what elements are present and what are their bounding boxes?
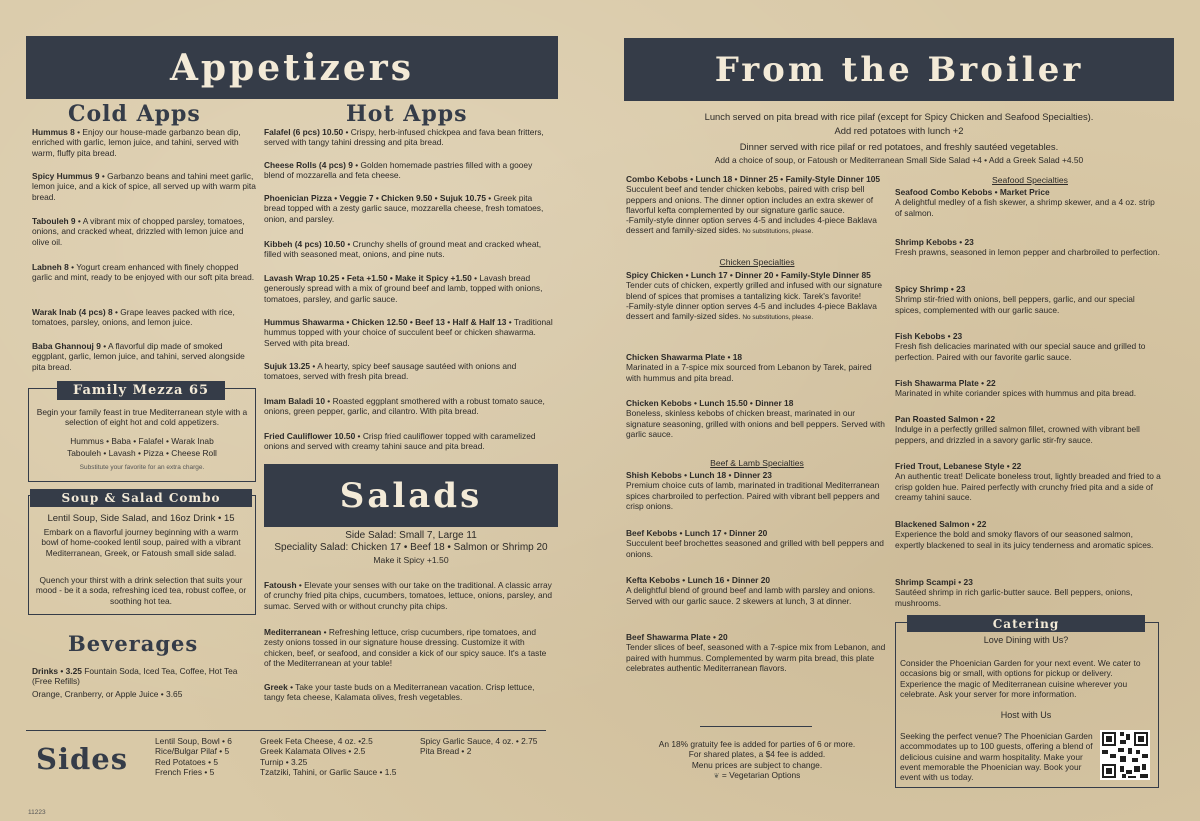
item-desc: Boneless, skinless kebobs of chicken breast, marinated in our signature seasoning, grilled with onions and bell peppers. Served with garlic sauce. [626,408,885,439]
side-item: Red Potatoes • 5 [155,756,218,767]
item-desc: • Grape leaves packed with rice, tomatoes, parsley, onions, and lemon juice. [32,307,235,328]
footer-line: An 18% gratuity fee is added for parties of 6 or more. [658,739,856,749]
beef-lamb-specialties-title: Beef & Lamb Specialties [710,458,804,468]
beef-kebobs [626,528,888,559]
item-name: Greek [264,682,288,692]
catering-title: Catering [992,616,1060,631]
hot-item-lavash-wrap [264,273,554,304]
hot-item-fried-cauliflower [264,431,554,452]
item-desc: Marinated in a 7-spice mix sourced from Lebanon by Tarek, paired with hummus and pita bread. [626,362,872,383]
item-desc: Indulge in a perfectly grilled salmon fillet, crowned with vibrant bell peppers, and drizzled in a savory garlic stir-fry sauce. [895,424,1140,445]
item-name: Baba Ghannouj 9 [32,341,101,351]
sides-col-1 [155,736,265,777]
salads-line-2: Speciality Salad: Chicken 17 • Beef 18 • Salmon or Shrimp 20 [274,542,548,553]
shrimp-kebobs [895,237,1163,258]
combo-headline: Lentil Soup, Side Salad, and 16oz Drink • 15 [47,513,235,524]
side-item: Greek Kalamata Olives • 2.5 [260,746,366,757]
item-desc: • Lavash bread generously spread with a mix of ground beef and lamb, topped with onions, tomatoes, parsley, and garlic sauce. [264,273,543,304]
seafood-combo-kebobs [895,187,1163,218]
item-desc: • Refreshing lettuce, crisp cucumbers, ripe tomatoes, and zesty onions tossed in our signature house dressing. Customize it with chicken, beef, or seafood, and consider a kick of our spicy sauce. It's a taste of the Mediterranean at your table! [264,627,547,668]
side-item: Tzatziki, Tahini, or Garlic Sauce • 1.5 [260,766,397,777]
chicken-specialties-title: Chicken Specialties [719,257,795,267]
salad-mediterranean [264,627,554,668]
item-desc: Shrimp stir-fried with onions, bell peppers, garlic, and our special spices, complemented with our garlic sauce. [895,294,1135,315]
menu-code: 11223 [28,809,46,816]
side-item: Turnip • 3.25 [260,756,308,767]
salads-title: Salads [339,475,483,516]
item-name: Fried Trout, Lebanese Style • 22 [895,461,1022,471]
item-desc: Premium choice cuts of lamb, marinated in traditional Mediterranean spices charbroiled to perfection. Paired with vibrant bell peppers and crisp onions. [626,480,880,511]
item-name: Fatoush [264,580,297,590]
fish-shawarma-plate [895,378,1163,399]
hot-item-kibbeh [264,239,554,260]
item-desc: An authentic treat! Delicate boneless trout, lightly breaded and fried to a crisp golden hue. Paired perfectly with crunchy fried pita and a side of creamy tahini sauce. [895,471,1161,502]
no-subs-note: No substitutions, please. [740,314,814,322]
item-name: Imam Baladi 10 [264,396,325,406]
family-mezza-tab [57,381,225,400]
item-note [626,301,888,324]
pan-roasted-salmon [895,414,1163,445]
item-name: Kefta Kebobs • Lunch 16 • Dinner 20 [626,575,771,585]
combo-kebobs [626,174,888,238]
broiler-intro-3: Dinner served with rice pilaf or red potatoes, and freshly sautéed vegetables. [739,141,1059,152]
item-desc: Tender cuts of chicken, expertly grilled and infused with our signature blend of spices that promises a tantalizing kick. Tarek's favorite! [626,280,883,301]
beverages-title: Beverages [68,631,199,656]
shish-kebobs [626,470,888,511]
item-desc: • Enjoy our house-made garbanzo bean dip, enriched with garlic, lemon juice, and tahini, served with warm, fluffy pita bread. [32,127,241,158]
fried-trout [895,461,1163,502]
item-name: Kibbeh (4 pcs) 10.50 [264,239,345,249]
item-name: Beef Kebobs • Lunch 17 • Dinner 20 [626,528,768,538]
side-item: Lentil Soup, Bowl • 6 [155,736,232,746]
item-name: Fish Shawarma Plate • 22 [895,378,996,388]
item-desc: • A hearty, spicy beef sausage sautéed with onions and tomatoes, served with fresh pita bread. [264,361,517,382]
shrimp-scampi [895,577,1163,608]
item-desc: • A flavorful dip made of smoked eggplant, garlic, lemon juice, and tahini, served alongside pita bread. [32,341,245,372]
catering-sub-2: Host with Us [1000,710,1052,720]
item-name: Hummus 8 [32,127,75,137]
item-name: Chicken Shawarma Plate • 18 [626,352,743,362]
cold-apps-title: Cold Apps [68,101,201,127]
beverages-drinks [32,666,254,687]
item-desc: • Yogurt cream enhanced with finely chopped garlic and mint, ready to be enjoyed with our soft pita bread. [32,262,255,283]
side-item: Spicy Garlic Sauce, 4 oz. • 2.75 [420,736,538,746]
catering-sub-1: Love Dining with Us? [983,635,1069,645]
item-name: Chicken Kebobs • Lunch 15.50 • Dinner 18 [626,398,794,408]
cold-item-warak-inab [32,307,257,328]
family-note: -Family-style dinner option serves 4-5 and includes 4-piece Baklava dessert and family-sized sides. [626,300,877,322]
chicken-shawarma-plate [626,352,888,383]
combo-p1: Embark on a flavorful journey beginning with a warm bowl of home-cooked lentil soup, paired with a vibrant Mediterranean, Greek, or Fatoush small side salad. [41,527,241,558]
salad-greek [264,682,554,703]
item-name: Hummus Shawarma • Chicken 12.50 • Beef 13 • Half & Half 13 [264,317,507,327]
item-desc: • Roasted eggplant smothered with a robust tomato sauce, onions, green pepper, garlic, and cilantro. With pita bread. [264,396,545,417]
item-name: Tabouleh 9 [32,216,76,226]
chicken-kebobs [626,398,888,439]
blackened-salmon [895,519,1163,550]
item-name: Falafel (6 pcs) 10.50 [264,127,344,137]
beverages-juice: Orange, Cranberry, or Apple Juice • 3.65 [32,689,183,699]
item-name: Cheese Rolls (4 pcs) 9 [264,160,353,170]
cold-item-labneh [32,262,257,283]
item-name: Labneh 8 [32,262,69,272]
item-name: Shish Kebobs • Lunch 18 • Dinner 23 [626,470,772,480]
item-name: Seafood Combo Kebobs • Market Price [895,187,1050,197]
item-desc: Sautéed shrimp in rich garlic-butter sauce. Bell peppers, onions, mushrooms. [895,587,1133,608]
footer-divider [700,726,812,727]
item-name: Mediterranean [264,627,322,637]
side-item: Rice/Bulgar Pilaf • 5 [155,746,230,757]
item-name: Warak Inab (4 pcs) 8 [32,307,113,317]
item-desc: • Golden homemade pastries filled with a gooey blend of mozzarella and feta cheese. [264,160,533,181]
veg-note: = Vegetarian Options [719,769,801,780]
footer-notes [626,739,888,782]
seafood-specialties-title: Seafood Specialties [992,175,1068,185]
item-name: Shrimp Kebobs • 23 [895,237,974,247]
item-desc: Succulent beef brochettes seasoned and grilled with bell peppers and onions. [626,538,884,559]
item-desc: • Crisp fried cauliflower topped with caramelized onions and served with creamy tahini sauce and pita bread. [264,431,536,452]
item-name: Shrimp Scampi • 23 [895,577,973,587]
hot-item-cheese-rolls [264,160,554,181]
item-name: Spicy Chicken • Lunch 17 • Dinner 20 • Family-Style Dinner 85 [626,270,871,280]
hot-item-imam-baladi [264,396,554,417]
sides-col-3 [420,736,560,757]
salads-line-1: Side Salad: Small 7, Large 11 [345,530,477,541]
item-name: Fried Cauliflower 10.50 [264,431,356,441]
spicy-chicken [626,270,888,323]
cold-item-tabouleh [32,216,257,247]
mezza-intro: Begin your family feast in true Mediterranean style with a selection of eight hot and cold appetizers. [36,407,248,428]
kefta-kebobs [626,575,888,606]
side-item: Pita Bread • 2 [420,746,472,757]
broiler-intro-1: Lunch served on pita bread with rice pilaf (except for Spicy Chicken and Seafood Specialties). [704,111,1094,122]
item-desc: Marinated in white coriander spices with hummus and pita bread. [895,388,1137,399]
cold-item-hummus [32,127,257,158]
hot-item-sujuk [264,361,554,382]
salads-banner [264,464,558,527]
fish-kebobs [895,331,1163,362]
catering-p1: Consider the Phoenician Garden for your next event. We cater to occasions big or small, with options for pickup or delivery. Experience the magic of Mediterranean cuisine wherever you celebrate. Ask your server for more information. [900,658,1141,699]
item-name: Beef Shawarma Plate • 20 [626,632,728,642]
combo-title: Soup & Salad Combo [61,491,221,505]
catering-p2: Seeking the perfect venue? The Phoenician Garden accommodates up to 100 guests, offering a blend of delicious cuisine and warm hospitality. Make your event memorable the Phoenician way. Book your event with us today. [900,731,1093,783]
item-desc: • Garbanzo beans and tahini meet garlic, lemon juice, and a kick of spice, all served up with warm pita bread. [32,171,256,202]
mezza-line-2: Tabouleh • Lavash • Pizza • Cheese Roll [67,448,217,458]
item-desc: • Crunchy shells of ground meat and cracked wheat, filled with seasoned meat, onions, and pine nuts. [264,239,542,260]
combo-tab [30,489,252,507]
cold-item-spicy-hummus [32,171,257,202]
hot-item-falafel [264,127,554,148]
cold-item-baba-ghannouj [32,341,257,372]
item-name: Spicy Hummus 9 [32,171,100,181]
salads-line-3: Make it Spicy +1.50 [373,555,449,565]
item-desc: • A vibrant mix of chopped parsley, tomatoes, onions, and cracked wheat, drizzled with lemon juice and olive oil. [32,216,245,247]
item-name: Blackened Salmon • 22 [895,519,987,529]
item-desc: A delightful medley of a fish skewer, a shrimp skewer, and a 4 oz. strip of salmon. [895,197,1155,218]
broiler-intro-2: Add red potatoes with lunch +2 [834,125,964,136]
family-note: -Family-style dinner option serves 4-5 and includes 4-piece Baklava dessert and family-sized sides. [626,215,877,236]
item-name: Phoenician Pizza • Veggie 7 • Chicken 9.50 • Sujuk 10.75 [264,193,486,203]
item-desc: A delightful blend of ground beef and lamb with parsley and onions. Served with our garlic sauce. 2 skewers at lunch, 3 at dinner. [626,585,876,606]
spicy-shrimp [895,284,1163,315]
hot-item-hummus-shawarma [264,317,554,348]
appetizers-banner [26,36,558,99]
footer-line: Menu prices are subject to change. [691,759,823,770]
item-desc: • Elevate your senses with our take on the traditional. A classic array of crunchy fried pita chips, cucumbers, tomatoes, lettuce, onions, parsley, and sumac. Served with or without crunchy pita chips. [264,580,552,611]
item-desc: Tender slices of beef, seasoned with a 7-spice mix from Lebanon, and paired with hummus. Complemented by warm pita bread, this plate celebrates authentic Mediterranean flavors. [626,642,886,673]
sides-divider [26,730,546,731]
item-name: Lavash Wrap 10.25 • Feta +1.50 • Make it Spicy +1.50 [264,273,472,283]
sides-title: Sides [36,742,129,776]
item-name: Spicy Shrimp • 23 [895,284,966,294]
item-desc: • Greek pita bread topped with a zesty garlic sauce, mozzarella cheese, fresh tomatoes, onion, and parsley. [264,193,544,224]
beef-shawarma-plate [626,632,888,673]
sides-col-2 [260,736,420,777]
item-name: Sujuk 13.25 [264,361,311,371]
broiler-banner [624,38,1174,101]
item-note [626,215,888,238]
family-mezza-title: Family Mezza 65 [72,383,210,398]
no-subs-note: No substitutions, please. [740,228,814,236]
item-name: Combo Kebobs • Lunch 18 • Dinner 25 • Family-Style Dinner 105 [626,174,881,184]
item-desc: • Traditional hummus topped with your choice of succulent beef or chicken shawarma. Served with pita bread. [264,317,553,348]
drinks-name: Drinks • 3.25 [32,666,82,676]
side-item: Greek Feta Cheese, 4 oz. •2.5 [260,736,373,746]
salad-fatoush [264,580,554,611]
hot-apps-title: Hot Apps [346,101,468,127]
item-desc: Fresh prawns, seasoned in lemon pepper and charbroiled to perfection. [895,247,1160,258]
item-name: Fish Kebobs • 23 [895,331,963,341]
item-desc: • Take your taste buds on a Mediterranean vacation. Crisp lettuce, tangy feta cheese, Kalamata olives, fresh vegetables. [264,682,535,703]
broiler-intro-4: Add a choice of soup, or Fatoush or Mediterranean Small Side Salad +4 • Add a Greek Salad +4.50 [714,155,1084,165]
catering-tab [907,615,1145,632]
mezza-line-1: Hummus • Baba • Falafel • Warak Inab [70,436,214,446]
item-desc: • Crispy, herb-infused chickpea and fava bean fritters, served with tangy tahini dressing and pita bread. [264,127,544,148]
hot-item-pizza [264,193,554,224]
mezza-note: Substitute your favorite for an extra charge. [79,464,205,471]
qr-code-icon [1100,730,1150,780]
item-name: Pan Roasted Salmon • 22 [895,414,996,424]
footer-line: For shared plates, a $4 fee is added. [688,749,826,760]
side-item: French Fries • 5 [155,766,215,777]
drinks-desc: Fountain Soda, Iced Tea, Coffee, Hot Tea (Free Refills) [32,666,238,687]
veg-legend [626,770,888,782]
leaf-icon: ❦ [713,772,720,780]
appetizers-title: Appetizers [169,46,415,89]
item-desc: Succulent beef and tender chicken kebobs, paired with crisp bell peppers and onions. The dinner option includes an extra skewer of flavorful kefta complemented by our signature garlic sauce. [626,184,874,215]
combo-p2: Quench your thirst with a drink selection that suits your mood - be it a soda, refreshing iced tea, robust coffee, or soothing hot tea. [35,575,247,606]
item-desc: Experience the bold and smoky flavors of our seasoned salmon, expertly blackened to seal in its juicy tenderness and aromatic spices. [895,529,1154,550]
broiler-title: From the Broiler [714,49,1084,90]
item-desc: Fresh fish delicacies marinated with our special sauce and grilled to perfection. Paired with our favorite garlic sauce. [895,341,1146,362]
